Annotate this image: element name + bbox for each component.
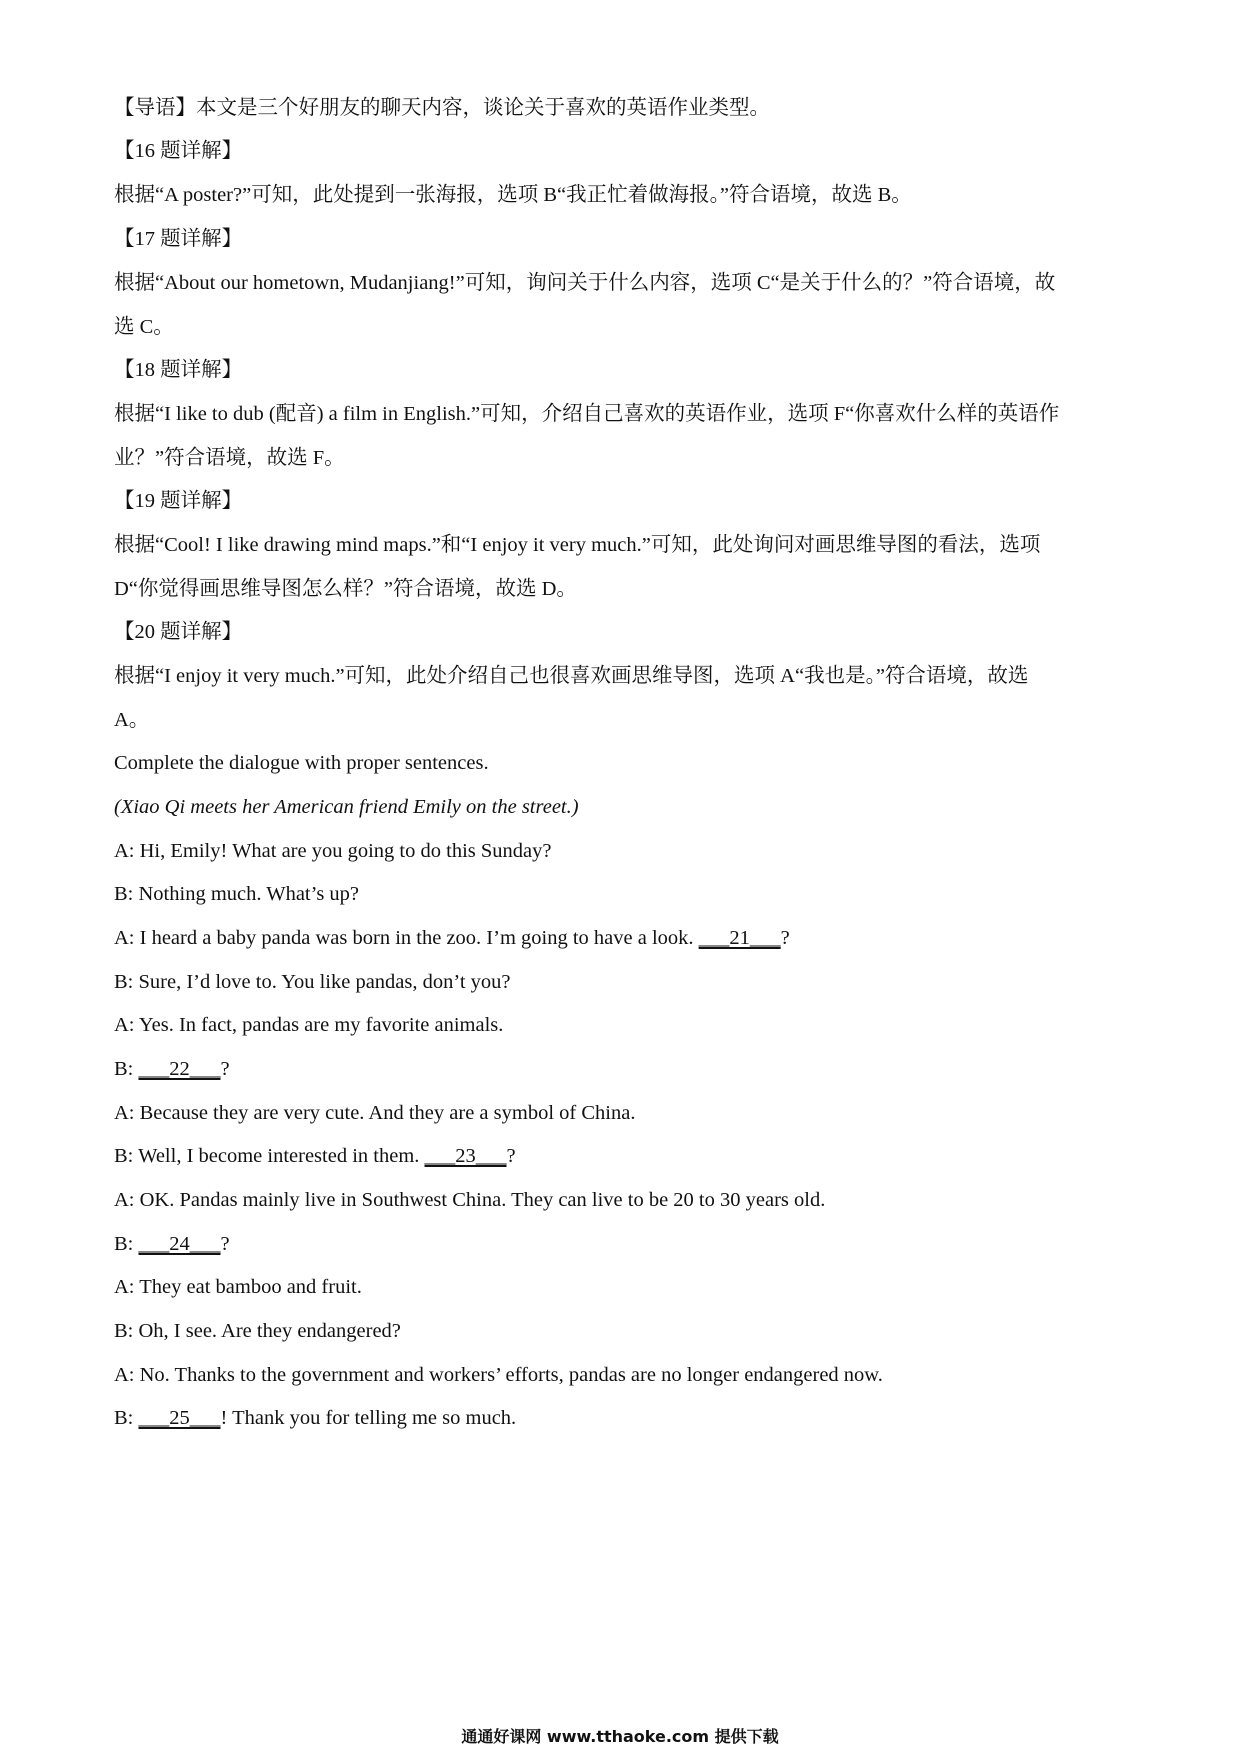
q19-explanation: 根据“Cool! I like drawing mind maps.”和“I enjoy it very much.”可知，此处询问对画思维导图的看法，选项 xyxy=(114,534,1041,556)
q18-heading: 【18 题详解】 xyxy=(114,359,243,381)
dialogue-line-q24 xyxy=(114,1229,1134,1259)
q16-explanation: 根据“A poster?”可知，此处提到一张海报，选项 B“我正忙着做海报。”符合语境，故选 B。 xyxy=(114,184,912,206)
section-instruction: Complete the dialogue with proper sentences. xyxy=(114,752,489,774)
intro-text: 【导语】本文是三个好朋友的聊天内容，谈论关于喜欢的英语作业类型。 xyxy=(114,97,770,119)
dialogue-text: B: xyxy=(114,1058,139,1080)
q18-explanation: 根据“I like to dub (配音) a film in English.”可知，介绍自己喜欢的英语作业，选项 F“你喜欢什么样的英语作 xyxy=(114,403,1060,425)
q19-explanation-cont: D“你觉得画思维导图怎么样？”符合语境，故选 D。 xyxy=(114,578,577,600)
dialogue-text: B: xyxy=(114,1233,139,1255)
dialogue-text: B: xyxy=(114,1407,139,1429)
q20-explanation-cont: A。 xyxy=(114,709,150,731)
dialogue-line: B: Nothing much. What’s up? xyxy=(114,883,360,905)
dialogue-context: (Xiao Qi meets her American friend Emily on the street.) xyxy=(114,796,579,818)
dialogue-text: A: I heard a baby panda was born in the zoo. I’m going to have a look. xyxy=(114,927,699,949)
dialogue-line-q25 xyxy=(114,1403,1134,1433)
q20-heading: 【20 题详解】 xyxy=(114,621,243,643)
q19-heading: 【19 题详解】 xyxy=(114,490,243,512)
dialogue-line: A: OK. Pandas mainly live in Southwest China. They can live to be 20 to 30 years old. xyxy=(114,1189,826,1211)
dialogue-line: B: Sure, I’d love to. You like pandas, don’t you? xyxy=(114,971,511,993)
page-footer: 通通好课网 www.tthaoke.com 提供下载 xyxy=(461,1727,779,1746)
blank-25[interactable]: ___25___ xyxy=(138,1407,221,1429)
blank-23[interactable]: ___23___ xyxy=(424,1145,507,1167)
dialogue-text: B: Well, I become interested in them. xyxy=(114,1145,425,1167)
dialogue-line-q21 xyxy=(114,923,1134,953)
dialogue-text: ? xyxy=(220,1058,230,1080)
blank-21[interactable]: ___21___ xyxy=(698,927,781,949)
dialogue-line: B: Oh, I see. Are they endangered? xyxy=(114,1320,401,1342)
dialogue-text: ? xyxy=(220,1233,230,1255)
dialogue-line: A: Because they are very cute. And they are a symbol of China. xyxy=(114,1102,636,1124)
q17-explanation-cont: 选 C。 xyxy=(114,316,174,338)
dialogue-line: A: Hi, Emily! What are you going to do this Sunday? xyxy=(114,840,552,862)
q20-explanation: 根据“I enjoy it very much.”可知，此处介绍自己也很喜欢画思维导图，选项 A“我也是。”符合语境，故选 xyxy=(114,665,1029,687)
dialogue-text: ? xyxy=(506,1145,516,1167)
dialogue-line: A: Yes. In fact, pandas are my favorite animals. xyxy=(114,1014,504,1036)
dialogue-text: ? xyxy=(780,927,790,949)
q16-heading: 【16 题详解】 xyxy=(114,140,243,162)
blank-22[interactable]: ___22___ xyxy=(138,1058,221,1080)
dialogue-line-q23 xyxy=(114,1141,1134,1171)
dialogue-line: A: They eat bamboo and fruit. xyxy=(114,1276,362,1298)
dialogue-line: A: No. Thanks to the government and workers’ efforts, pandas are no longer endangered now. xyxy=(114,1364,883,1386)
q17-explanation: 根据“About our hometown, Mudanjiang!”可知，询问关于什么内容，选项 C“是关于什么的？”符合语境，故 xyxy=(114,272,1056,294)
dialogue-text: ! Thank you for telling me so much. xyxy=(220,1407,517,1429)
q17-heading: 【17 题详解】 xyxy=(114,228,243,250)
blank-24[interactable]: ___24___ xyxy=(138,1233,221,1255)
q18-explanation-cont: 业？”符合语境，故选 F。 xyxy=(114,447,345,469)
dialogue-line-q22 xyxy=(114,1054,1134,1084)
